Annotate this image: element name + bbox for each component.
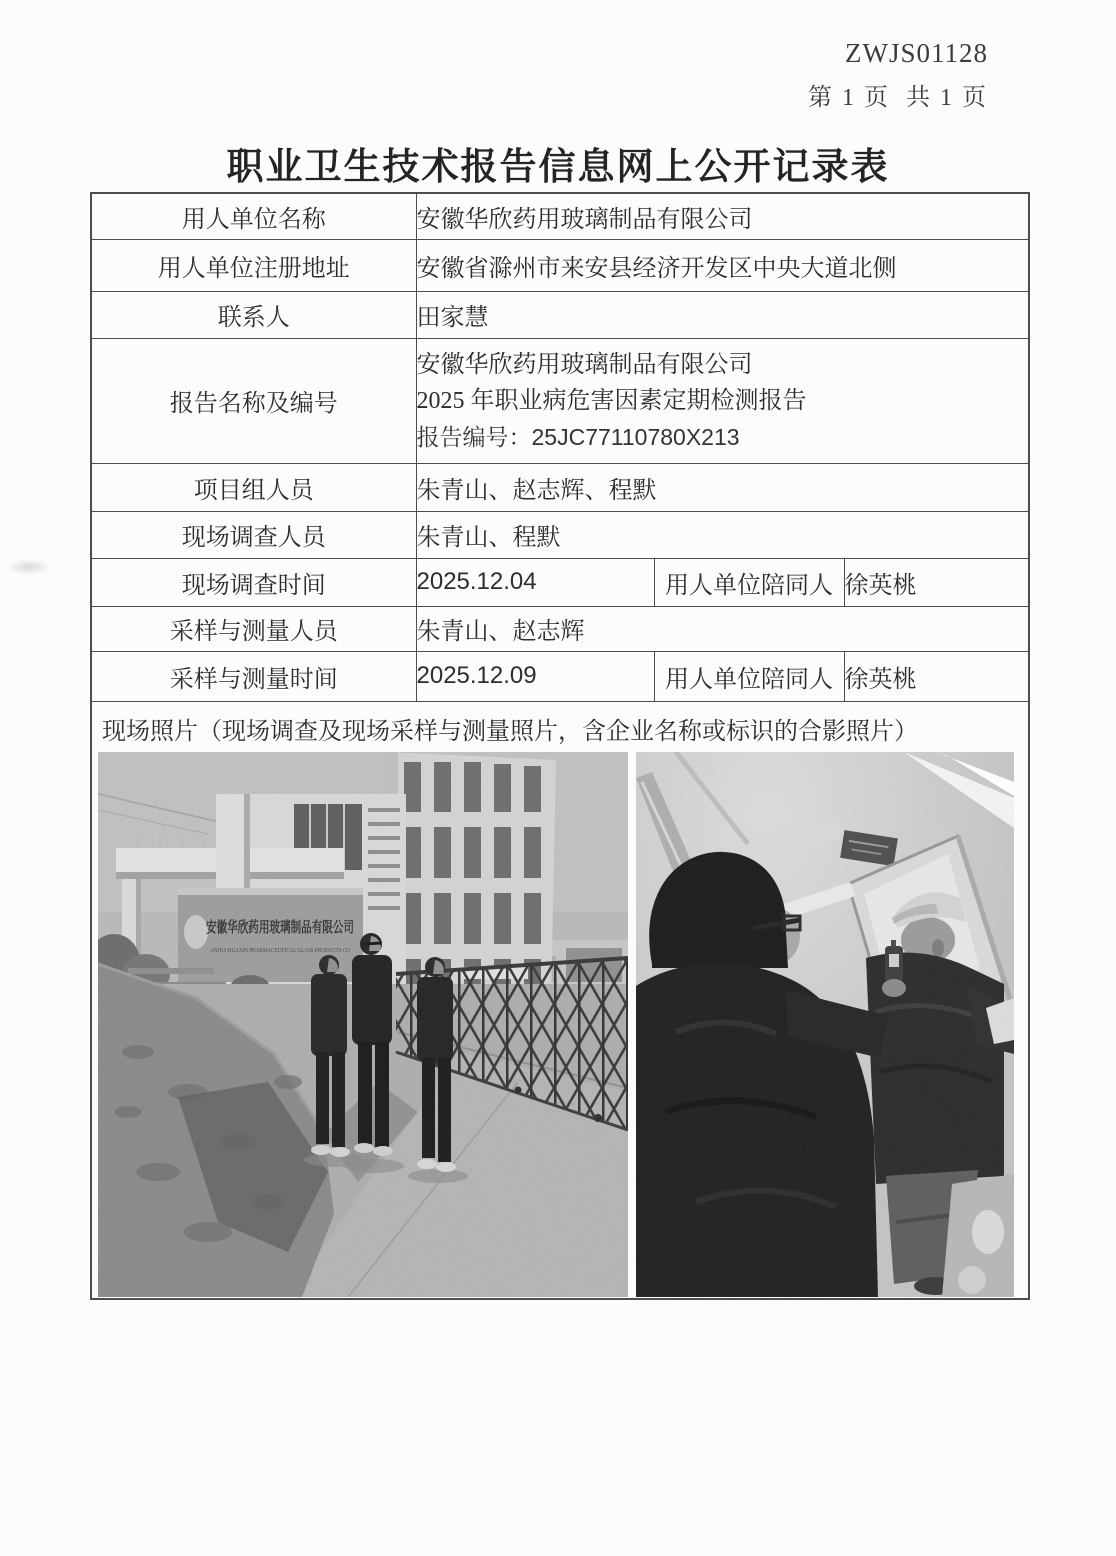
photo-illustration-gate — [98, 752, 628, 1297]
table-row — [91, 239, 1029, 291]
value-site-survey-date: 2025.12.04 — [416, 558, 654, 606]
value-project-team: 朱青山、赵志辉、程默 — [416, 463, 1029, 511]
table-row — [91, 701, 1029, 1299]
value-registered-address: 安徽省滁州市来安县经济开发区中央大道北侧 — [416, 239, 1029, 291]
label-project-team: 项目组人员 — [91, 463, 416, 511]
photo-illustration-measurement — [636, 752, 1014, 1297]
table-row — [91, 511, 1029, 558]
label-employer-escort-1: 用人单位陪同人 — [654, 558, 844, 606]
table-row — [91, 651, 1029, 701]
value-employer-escort-2: 徐英桃 — [844, 651, 1029, 701]
site-photo-measurement — [636, 752, 1014, 1297]
label-report-name-number: 报告名称及编号 — [91, 338, 416, 463]
label-employer-escort-2: 用人单位陪同人 — [654, 651, 844, 701]
value-contact-person: 田家慧 — [416, 291, 1029, 338]
label-sampling-staff: 采样与测量人员 — [91, 606, 416, 651]
value-employer-name: 安徽华欣药用玻璃制品有限公司 — [416, 193, 1029, 239]
label-site-survey-date: 现场调查时间 — [91, 558, 416, 606]
label-contact-person: 联系人 — [91, 291, 416, 338]
scan-artifact — [6, 560, 52, 574]
photo-section — [91, 701, 1029, 1299]
value-sampling-date: 2025.12.09 — [416, 651, 654, 701]
label-employer-name: 用人单位名称 — [91, 193, 416, 239]
value-report-name-number — [416, 338, 1029, 463]
report-title-line: 2025 年职业病危害因素定期检测报告 — [416, 387, 807, 414]
table-row — [91, 291, 1029, 338]
value-site-survey-staff: 朱青山、程默 — [416, 511, 1029, 558]
record-table — [90, 192, 1030, 1300]
site-photo-group — [98, 752, 628, 1297]
photo-caption: 现场照片（现场调查及现场采样与测量照片，含企业名称或标识的合影照片） — [102, 718, 918, 745]
label-site-survey-staff: 现场调查人员 — [91, 511, 416, 558]
table-row — [91, 558, 1029, 606]
photo-strip — [92, 750, 1028, 1297]
doc-header — [808, 38, 988, 112]
table-row — [91, 193, 1029, 239]
value-employer-escort-1: 徐英桃 — [844, 558, 1029, 606]
report-number-line: 报告编号：25JC77110780X213 — [416, 423, 740, 450]
report-company-line: 安徽华欣药用玻璃制品有限公司 — [416, 351, 753, 378]
doc-code: ZWJS01128 — [845, 38, 988, 68]
company-sign-text: 安徽华欣药用玻璃制品有限公司 — [206, 919, 417, 936]
company-sign-subtext: ANHUI HUAXIN PHARMACEUTICAL GLASS PRODUCTS CO — [210, 947, 351, 954]
label-registered-address: 用人单位注册地址 — [91, 239, 416, 291]
table-row — [91, 338, 1029, 463]
value-sampling-staff: 朱青山、赵志辉 — [416, 606, 1029, 651]
table-row — [91, 463, 1029, 511]
page-title: 职业卫生技术报告信息网上公开记录表 — [226, 147, 890, 188]
table-row — [91, 606, 1029, 651]
label-sampling-date: 采样与测量时间 — [91, 651, 416, 701]
page-number-info: 第 1 页 共 1 页 — [808, 85, 988, 111]
